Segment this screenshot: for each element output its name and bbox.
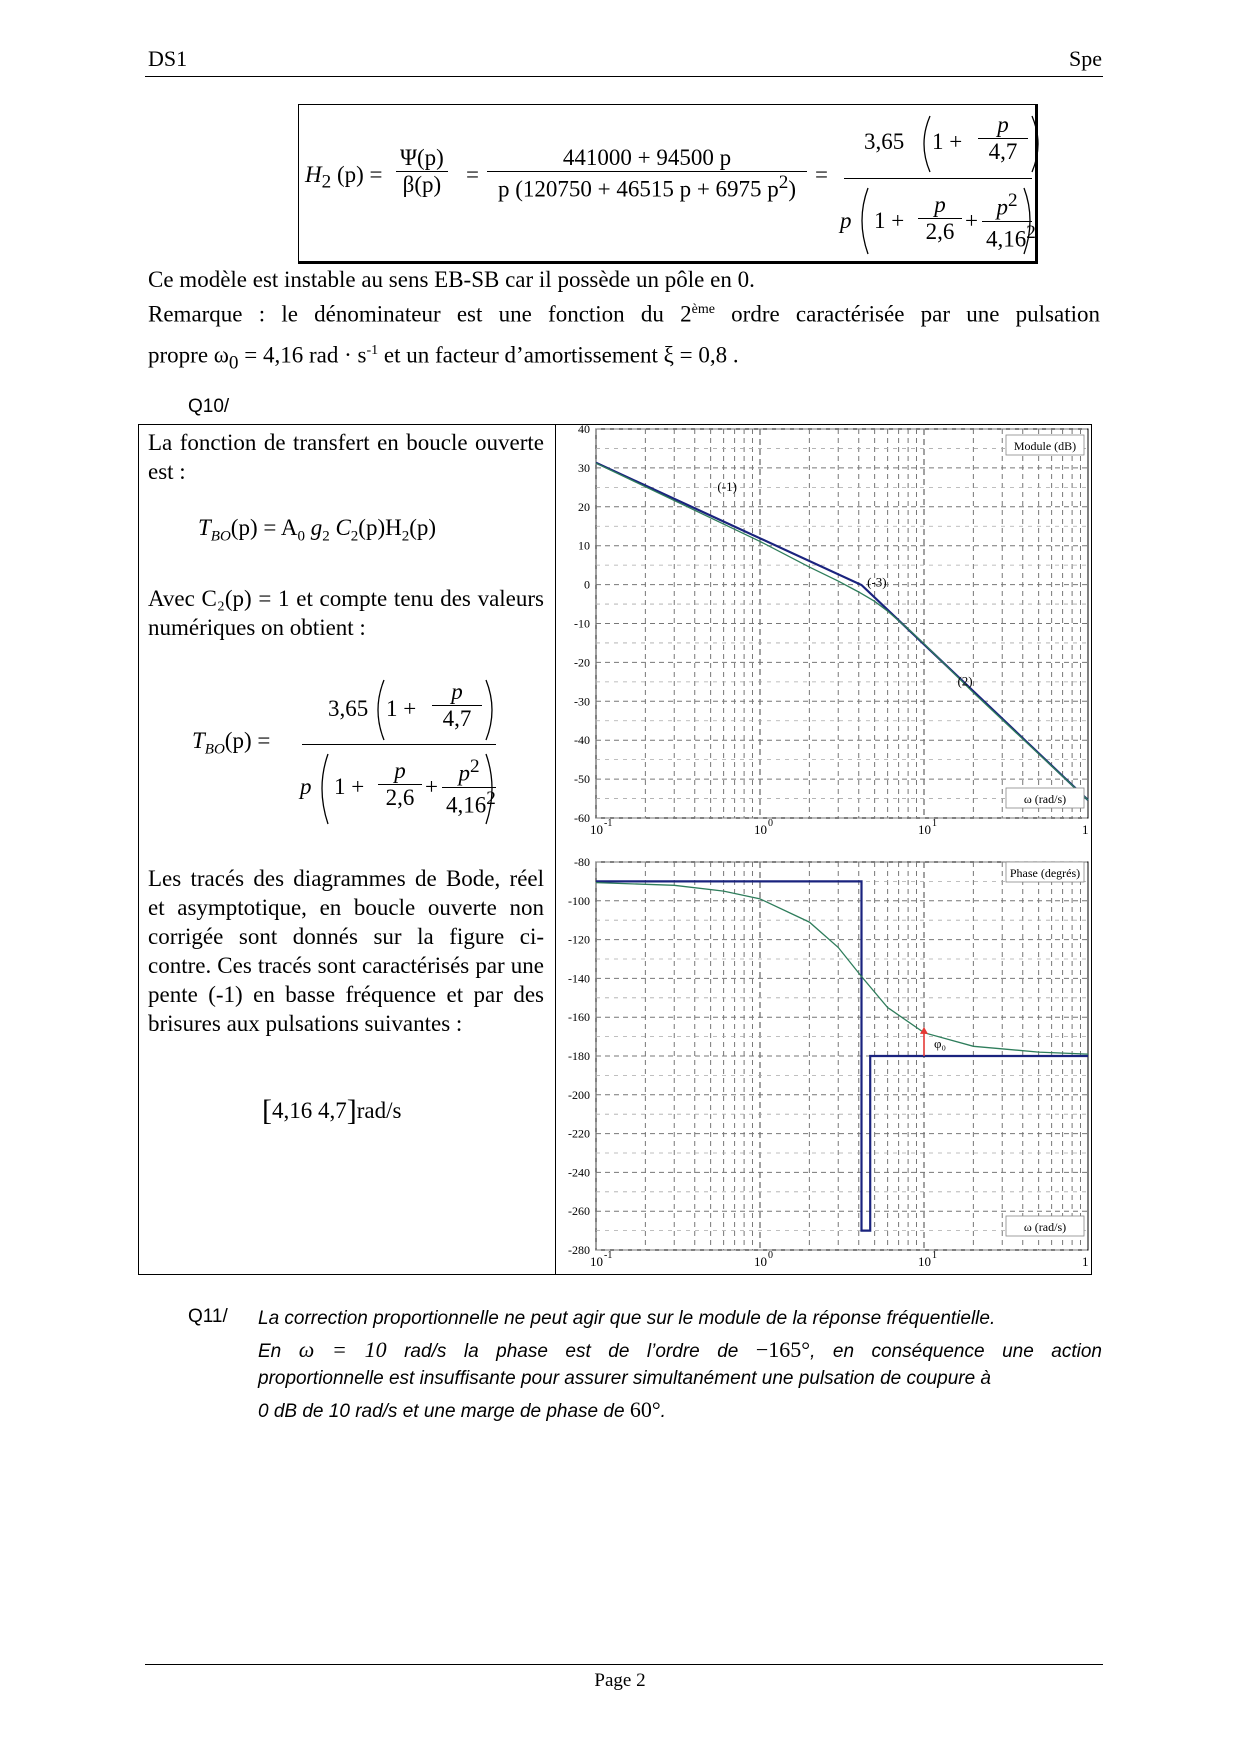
phase-xlabel: ω (rad/s) (1023, 1220, 1067, 1234)
phase-annotation: φ₀ (933, 1036, 947, 1052)
phase-ytick-label: -220 (568, 1126, 590, 1141)
header-rule (145, 76, 1103, 77)
tbo-p-factor: p (300, 774, 312, 799)
q10-breaks: [4,16 4,7]rad/s (262, 1094, 402, 1127)
q10-label: Q10/ (188, 396, 230, 417)
mag-ytick-label: 40 (578, 424, 590, 436)
mag-ytick-label: 30 (578, 460, 590, 475)
phase-plot (568, 855, 1089, 1269)
eq-frac-w1: $\frac{p}{4,7}$ (978, 112, 1028, 165)
eq-frac-w0: $\frac{p^2}{4,16^2}$ (982, 190, 1032, 252)
mag-ytick-label: -40 (574, 733, 590, 748)
phase-ytick-label: -280 (568, 1243, 590, 1257)
remark-line-3: propre $\omega_0 = 4,16$ rad · $s^{-1}$ et un facteur d’amortissement ξ = 0,8 . (148, 342, 739, 373)
phase-title: Phase (degrés) (1009, 866, 1081, 880)
phase-ytick-label: -200 (568, 1087, 590, 1102)
model-remark (148, 265, 1100, 378)
eq-canonical (838, 104, 1036, 260)
tbo-main-bar (302, 744, 496, 745)
eq-plus: + (965, 208, 978, 233)
q10-left-column (138, 424, 556, 1275)
tbo-gain: 3,65 (328, 696, 369, 721)
q11-line-2: En ω = 10 rad/s la phase est de l’ordre de −165°, en conséquence une action (258, 1337, 1102, 1362)
eq-lhs: $H_2$ (p) = (305, 162, 383, 193)
phase-xtick-label: 10 (918, 1254, 931, 1269)
q10-tbo-label: $T_{BO}(p)$ = (192, 728, 271, 758)
mag-xtick-exp: 1 (932, 818, 937, 829)
mag-xtick-label: 10 (754, 822, 767, 837)
mag-ytick-label: -30 (574, 694, 590, 709)
phase-xtick-label: 10 (590, 1254, 603, 1269)
mag-ytick-label: -50 (574, 772, 590, 787)
phase-ytick-label: -260 (568, 1204, 590, 1219)
mag-xtick-exp: 0 (768, 818, 773, 829)
eq-psi-beta: $\frac{\Psi(p)}{\beta(p)}$ (396, 145, 448, 198)
q11-line-3: proportionnelle est insuffisante pour assurer simultanément une pulsation de coupure à (258, 1368, 992, 1389)
tbo-frac-w2: $\frac{p}{2,6}$ (378, 758, 422, 811)
mag-ytick-label: 20 (578, 499, 590, 514)
phase-xtick-exp: 0 (768, 1250, 773, 1261)
magnitude-plot (574, 424, 1089, 837)
eq-frac-w2: $\frac{p}{2,6}$ (918, 192, 962, 245)
tbo-frac-w1: $\frac{p}{4,7}$ (432, 679, 482, 732)
mag-ytick-label: -60 (574, 811, 590, 825)
mag-annotation: (-3) (867, 574, 887, 590)
mag-ytick-label: -20 (574, 655, 590, 670)
phase-ytick-label: -180 (568, 1049, 590, 1063)
phase-ytick-label: -100 (568, 893, 590, 908)
phase-xtick-exp: 1 (932, 1250, 937, 1261)
q10-avec: Avec C₂(p) = 1 et compte tenu des valeurs numériques on obtient : (148, 586, 544, 640)
q10-tbo-fraction (298, 674, 498, 834)
eq-main-bar (844, 178, 1032, 179)
phase-ytick-label: -80 (574, 855, 590, 869)
tbo-plus: + (425, 774, 438, 799)
phase-ytick-label: -120 (568, 932, 590, 947)
tbo-frac-w0: $\frac{p^2}{4,16^2}$ (442, 756, 496, 818)
phase-ytick-label: -160 (568, 1010, 590, 1025)
eq-p-factor: p (840, 208, 852, 233)
mag-annotation: (2) (957, 673, 973, 689)
eq-rational: $\frac{441000 + 94500 p}{p (120750 + 46515 p + 6975 p^2)}$ (487, 145, 807, 203)
phase-xtick-label: 1 (1082, 1254, 1089, 1269)
q11-line-4: 0 dB de 10 rad/s et une marge de phase de 60°. (258, 1397, 666, 1422)
mag-xtick-exp: -1 (604, 818, 613, 829)
header-right: Spe (1069, 46, 1102, 71)
mag-xtick-label: 1 (1082, 822, 1089, 837)
page-number: Page 2 (594, 1670, 646, 1691)
mag-annotation: (-1) (717, 479, 737, 495)
phase-xtick-exp: -1 (604, 1250, 613, 1261)
phase-xtick-label: 10 (754, 1254, 767, 1269)
mag-xtick-label: 10 (918, 822, 931, 837)
q11-line-1: La correction proportionnelle ne peut agir que sur le module de la réponse fréquentielle. (258, 1308, 996, 1329)
mag-title: Module (dB) (1013, 439, 1077, 453)
q11-label: Q11/ (188, 1306, 228, 1327)
mag-ytick-label: 0 (584, 577, 590, 592)
footer-rule (145, 1664, 1103, 1665)
eq-gain: 3,65 (864, 129, 905, 154)
eq-oneplus-2: 1 + (874, 208, 905, 233)
remark-line-2: Remarque : le dénominateur est une fonction du 2ème ordre caractérisée par une pulsation (148, 301, 1100, 327)
phase-ytick-label: -240 (568, 1165, 590, 1180)
eq-oneplus: 1 + (932, 129, 963, 154)
q10-bode-text: Les tracés des diagrammes de Bode, réel et asymptotique, en boucle ouverte non corrigée sont donnés sur la figure ci-contre. Ces tracés sont caractérisés par une pente (-1) en basse fréquence et par des brisures aux pulsations suivantes : (148, 866, 544, 1036)
header-left: DS1 (148, 46, 188, 71)
mag-ytick-label: -10 (574, 616, 590, 631)
mag-xlabel: ω (rad/s) (1023, 792, 1067, 806)
mag-ytick-label: 10 (578, 538, 590, 553)
eq-equals-2: = (815, 162, 828, 187)
tbo-oneplus-2: 1 + (334, 774, 365, 799)
remark-line-1: Ce modèle est instable au sens EB-SB car il possède un pôle en 0. (148, 267, 755, 292)
bode-chart (556, 424, 1092, 1275)
tbo-oneplus: 1 + (386, 696, 417, 721)
eq-equals: = (466, 162, 479, 187)
q10-intro: La fonction de transfert en boucle ouverte est : (148, 430, 544, 484)
q11-text (258, 1305, 1102, 1425)
q10-tbo-equation: $T_{BO}(p) = A_0$ $g_2$ $C_2(p)H_2(p)$ (198, 515, 437, 545)
phase-ytick-label: -140 (568, 971, 590, 986)
mag-xtick-label: 10 (590, 822, 603, 837)
